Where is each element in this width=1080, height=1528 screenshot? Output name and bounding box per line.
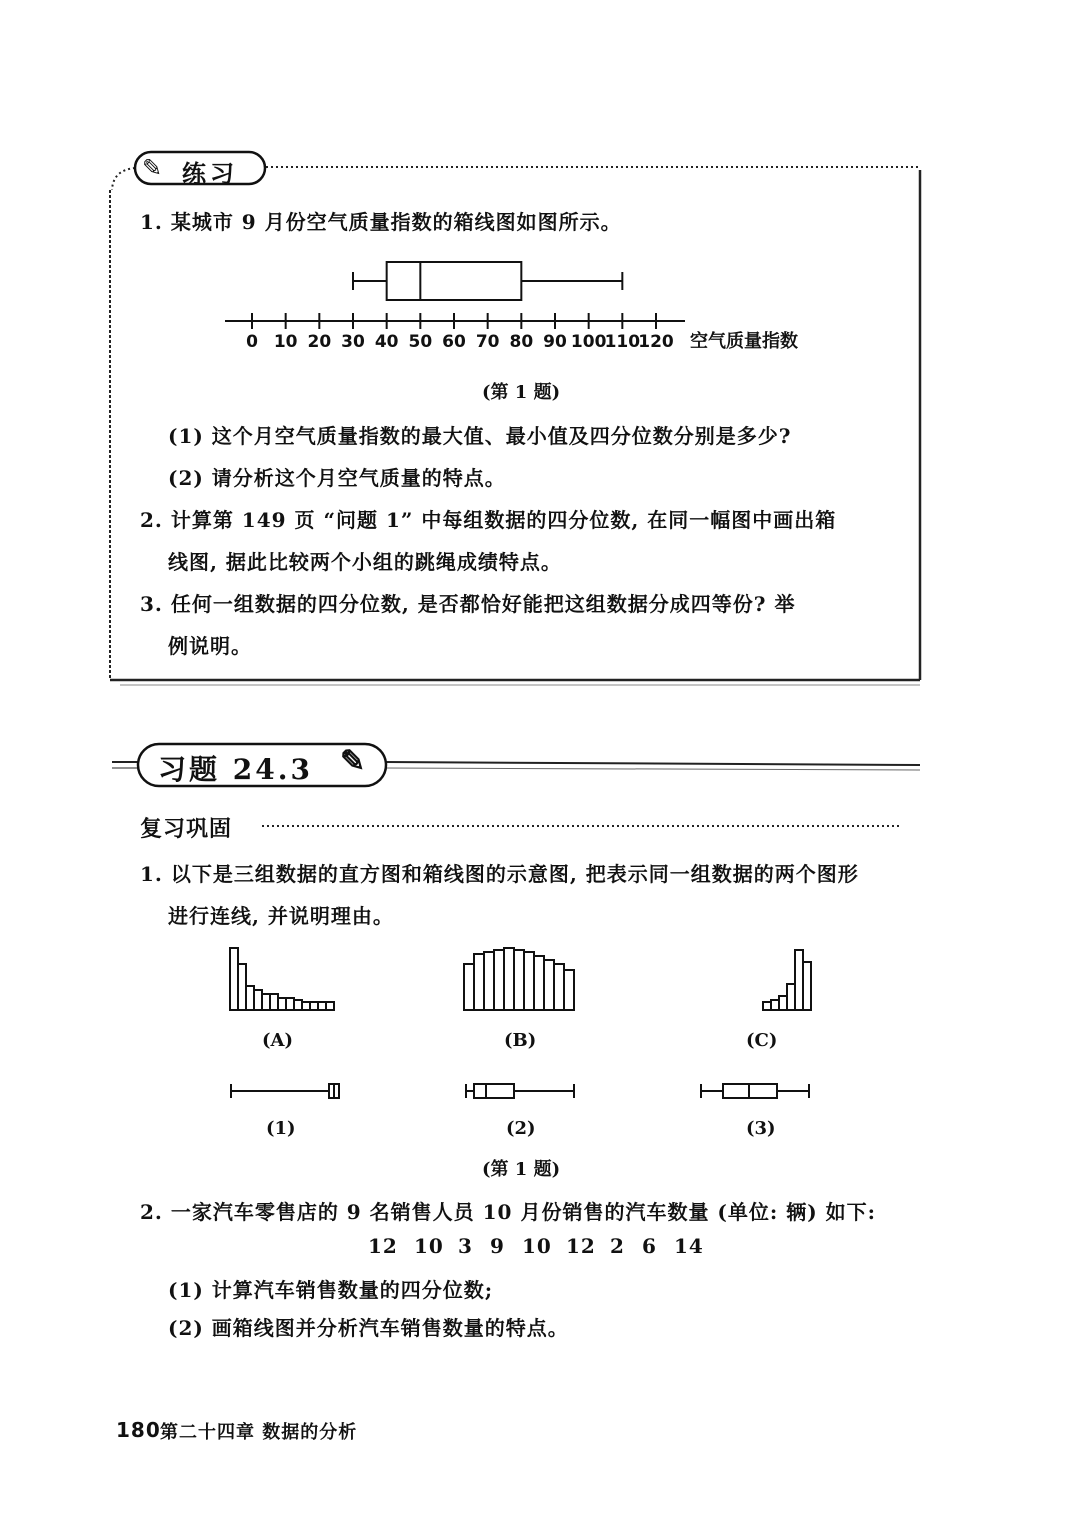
practice-q1-sub2: (2) 请分析这个月空气质量的特点。 — [168, 466, 506, 490]
exercise-q1-line2: 进行连线, 并说明理由。 — [168, 904, 394, 928]
tick-label: 110 — [604, 332, 641, 352]
tick-label: 20 — [307, 332, 332, 352]
data-value: 10 — [414, 1234, 444, 1258]
exercise-q2-sub1: (1) 计算汽车销售数量的四分位数; — [168, 1278, 494, 1302]
pencil-icon: ✎ — [340, 744, 366, 779]
tick-label: 100 — [570, 332, 607, 352]
tick-label: 90 — [543, 332, 567, 352]
exercise-q2-sub2: (2) 画箱线图并分析汽车销售数量的特点。 — [168, 1316, 569, 1340]
label-3: (3) — [746, 1118, 776, 1139]
tick-label: 30 — [341, 332, 365, 352]
tick-label: 40 — [374, 332, 399, 352]
page-number: 180 — [116, 1418, 161, 1442]
data-value: 12 — [368, 1234, 398, 1258]
practice-title: 练习 — [182, 159, 238, 188]
label-b: (B) — [504, 1030, 537, 1051]
label-a: (A) — [262, 1030, 293, 1051]
data-value: 6 — [642, 1234, 657, 1258]
review-heading: 复习巩固 — [140, 816, 233, 842]
label-c: (C) — [746, 1030, 778, 1051]
tick-label: 10 — [273, 332, 298, 352]
practice-q1-caption: (第 1 题) — [482, 382, 561, 403]
exercise-q1-line1: 1. 以下是三组数据的直方图和箱线图的示意图, 把表示同一组数据的两个图形 — [140, 862, 859, 886]
chapter-title: 第二十四章 数据的分析 — [160, 1422, 358, 1443]
data-value: 9 — [490, 1234, 505, 1258]
practice-q2-line2: 线图, 据此比较两个小组的跳绳成绩特点。 — [168, 550, 562, 574]
exercise-q1-caption: (第 1 题) — [482, 1159, 561, 1180]
boxplot-1 — [225, 1076, 365, 1106]
tick-label: 60 — [442, 332, 466, 352]
label-1: (1) — [266, 1118, 296, 1139]
data-value: 2 — [610, 1234, 625, 1258]
axis-label: 空气质量指数 — [690, 331, 798, 352]
histogram-c — [755, 940, 835, 1020]
data-value: 10 — [522, 1234, 552, 1258]
boxplot-2 — [460, 1076, 590, 1106]
histogram-b — [456, 940, 586, 1020]
data-value: 3 — [458, 1234, 473, 1258]
practice-q1-sub1: (1) 这个月空气质量指数的最大值、最小值及四分位数分别是多少? — [168, 424, 792, 448]
tick-label: 120 — [638, 332, 674, 352]
data-value: 14 — [674, 1234, 704, 1258]
boxplot-3 — [695, 1076, 825, 1106]
histogram-a — [222, 940, 352, 1020]
practice-q2-line1: 2. 计算第 149 页 “问题 1” 中每组数据的四分位数, 在同一幅图中画出箱 — [140, 508, 837, 532]
tick-label: 70 — [475, 332, 500, 352]
practice-q3-line2: 例说明。 — [168, 634, 252, 658]
pencil-icon: ✎ — [142, 154, 163, 182]
practice-q1-text: 1. 某城市 9 月份空气质量指数的箱线图如图所示。 — [140, 210, 622, 234]
sales-data-row — [368, 1234, 708, 1260]
practice-q3-line1: 3. 任何一组数据的四分位数, 是否都恰好能把这组数据分成四等份? 举 — [140, 592, 796, 616]
tick-label: 0 — [246, 332, 258, 352]
exercise-title: 习题 24.3 — [158, 753, 313, 786]
exercise-q2-text: 2. 一家汽车零售店的 9 名销售人员 10 月份销售的汽车数量 (单位: 辆) 如下: — [140, 1200, 877, 1224]
data-value: 12 — [566, 1234, 596, 1258]
label-2: (2) — [506, 1118, 536, 1139]
tick-label: 50 — [408, 332, 433, 352]
tick-label: 80 — [509, 332, 534, 352]
